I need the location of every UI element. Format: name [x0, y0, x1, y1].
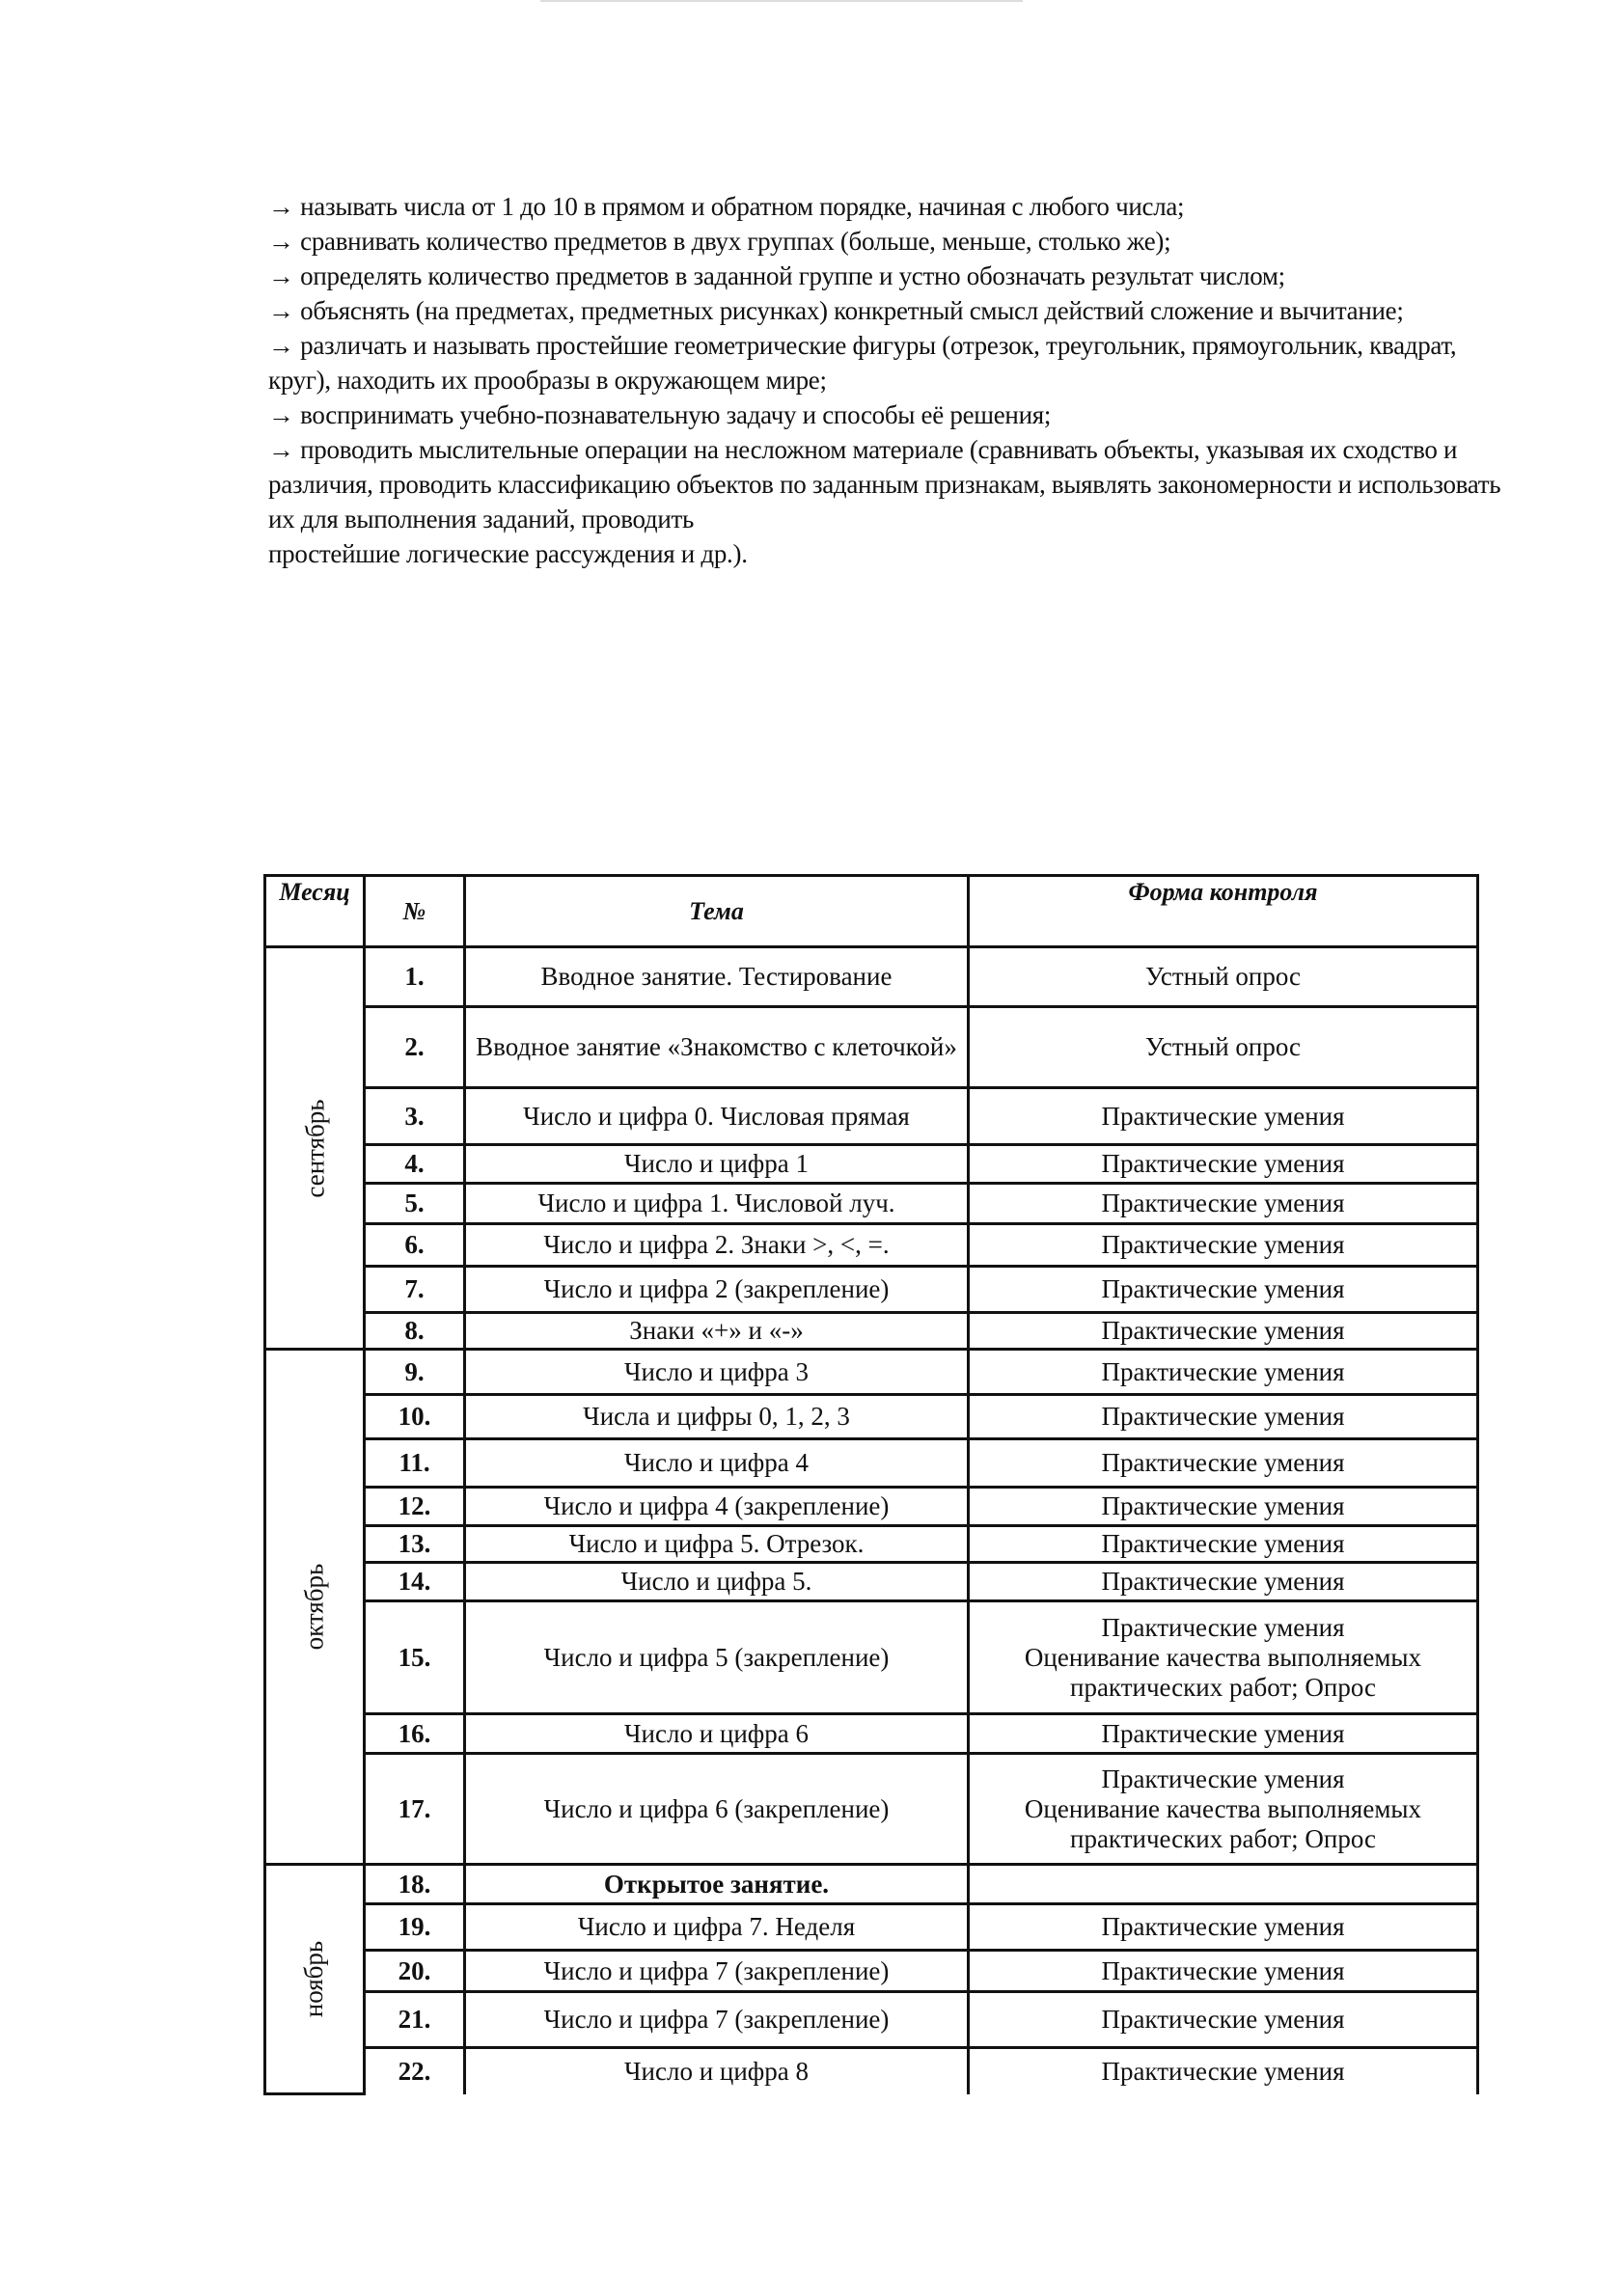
lesson-topic: Открытое занятие. [465, 1865, 969, 1904]
control-form [969, 1714, 1478, 1754]
control-form [969, 1951, 1478, 1992]
lesson-topic: Вводное занятие «Знакомство с клеточкой» [465, 1007, 969, 1088]
header-topic: Тема [465, 876, 969, 947]
lesson-number: 5. [365, 1184, 465, 1224]
table-row [265, 1754, 1478, 1865]
month-cell [265, 1350, 365, 1865]
control-form [969, 1350, 1478, 1395]
table-row [265, 1267, 1478, 1313]
outcome-item: простейшие логические рассуждения и др.). [268, 539, 748, 568]
control-form-line: Практические умения [1101, 1718, 1345, 1748]
control-form-line: Практические умения [1101, 1402, 1345, 1431]
lesson-number: 19. [365, 1904, 465, 1951]
outcome-item: → называть числа от 1 до 10 в прямом и обратном порядке, начиная с любого числа; [268, 192, 1185, 221]
table-row [265, 1563, 1478, 1601]
lesson-topic: Число и цифра 6 (закрепление) [465, 1754, 969, 1865]
control-form [969, 1904, 1478, 1951]
lesson-number: 22. [365, 2048, 465, 2094]
control-form-line: практических работ; Опрос [1070, 1823, 1376, 1853]
month-cell [265, 947, 365, 1350]
lesson-number: 16. [365, 1714, 465, 1754]
control-form-line: Практические умения [1101, 2005, 1345, 2034]
outcome-item: → определять количество предметов в заданной группе и устно обозначать результат числом; [268, 261, 1285, 290]
lesson-topic: Число и цифра 5 (закрепление) [465, 1601, 969, 1714]
lesson-number: 12. [365, 1488, 465, 1526]
month-label: октябрь [299, 1563, 329, 1651]
lesson-number: 20. [365, 1951, 465, 1992]
control-form [969, 947, 1478, 1007]
lesson-topic: Число и цифра 3 [465, 1350, 969, 1395]
table-row [265, 947, 1478, 1007]
control-form-line: Практические умения [1101, 1230, 1345, 1259]
lesson-number: 8. [365, 1313, 465, 1350]
lesson-plan-table [263, 874, 1479, 2095]
lesson-number: 4. [365, 1145, 465, 1184]
control-form-line: Практические умения [1101, 1529, 1345, 1558]
table-row [265, 1992, 1478, 2048]
table-row [265, 1865, 1478, 1904]
table-row [265, 2048, 1478, 2094]
outcome-item: → сравнивать количество предметов в двух группах (больше, меньше, столько же); [268, 227, 1171, 256]
lesson-topic: Число и цифра 7 (закрепление) [465, 1992, 969, 2048]
table-row [265, 1224, 1478, 1267]
table-row [265, 1601, 1478, 1714]
lesson-number: 1. [365, 947, 465, 1007]
table-row [265, 1007, 1478, 1088]
outcome-item: → воспринимать учебно-познавательную задачу и способы её решения; [268, 400, 1052, 429]
lesson-number: 6. [365, 1224, 465, 1267]
table-row [265, 1088, 1478, 1145]
table-row [265, 1350, 1478, 1395]
control-form-line: Практические умения [1101, 1316, 1345, 1345]
header-number: № [365, 876, 465, 947]
lesson-topic: Число и цифра 1. Числовой луч. [465, 1184, 969, 1224]
control-form-line: Практические умения [1101, 1274, 1345, 1303]
table-row [265, 1184, 1478, 1224]
lesson-topic: Число и цифра 5. Отрезок. [465, 1526, 969, 1563]
control-form [969, 1184, 1478, 1224]
table-header-row [265, 876, 1478, 947]
lesson-number: 10. [365, 1395, 465, 1439]
header-month: Месяц [265, 876, 365, 947]
lesson-topic: Число и цифра 6 [465, 1714, 969, 1754]
control-form [969, 1488, 1478, 1526]
lesson-number: 7. [365, 1267, 465, 1313]
control-form [969, 1439, 1478, 1488]
control-form [969, 1088, 1478, 1145]
control-form-line: Практические умения [1101, 1448, 1345, 1477]
month-label: ноябрь [299, 1940, 329, 2018]
lesson-number: 2. [365, 1007, 465, 1088]
table-row [265, 1951, 1478, 1992]
month-cell [265, 1865, 365, 2094]
lesson-topic: Число и цифра 8 [465, 2048, 969, 2094]
lesson-topic: Число и цифра 2 (закрепление) [465, 1267, 969, 1313]
header-control-form: Форма контроля [969, 876, 1478, 947]
control-form-line: Устный опрос [1144, 962, 1302, 991]
control-form [969, 1563, 1478, 1601]
table-row [265, 1145, 1478, 1184]
control-form [969, 1865, 1478, 1904]
lesson-number: 14. [365, 1563, 465, 1601]
lesson-topic: Число и цифра 4 (закрепление) [465, 1488, 969, 1526]
lesson-number: 21. [365, 1992, 465, 2048]
table-row [265, 1488, 1478, 1526]
lesson-number: 17. [365, 1754, 465, 1865]
table-row [265, 1395, 1478, 1439]
learning-outcomes-list [268, 189, 1503, 571]
lesson-topic: Знаки «+» и «-» [465, 1313, 969, 1350]
control-form-line: Практические умения [1101, 1955, 1345, 1985]
outcome-item: → различать и называть простейшие геометрические фигуры (отрезок, треугольник, прямоугольник, квадрат, круг), находить их прообразы в окружающем мире; [268, 331, 1457, 395]
control-form [969, 1395, 1478, 1439]
control-form [969, 1267, 1478, 1313]
lesson-number: 13. [365, 1526, 465, 1563]
control-form-line: Практические умения [1101, 1149, 1345, 1178]
table-row [265, 1904, 1478, 1951]
control-form-line: Практические умения [1101, 1912, 1345, 1941]
lesson-number: 9. [365, 1350, 465, 1395]
lesson-topic: Число и цифра 1 [465, 1145, 969, 1184]
control-form-line: Практические умения [1101, 1189, 1345, 1217]
scan-edge-mark [540, 0, 1023, 2]
control-form [969, 1526, 1478, 1563]
lesson-topic: Число и цифра 2. Знаки >, <, =. [465, 1224, 969, 1267]
lesson-number: 18. [365, 1865, 465, 1904]
outcome-item: → объяснять (на предметах, предметных рисунках) конкретный смысл действий сложение и вычитание; [268, 296, 1404, 325]
control-form-line: Практические умения [1101, 1567, 1345, 1596]
lesson-topic: Число и цифра 7. Неделя [465, 1904, 969, 1951]
control-form-line: Оценивание качества выполняемых [1024, 1642, 1422, 1672]
control-form-line: практических работ; Опрос [1070, 1672, 1376, 1702]
control-form [969, 1992, 1478, 2048]
table-row [265, 1313, 1478, 1350]
lesson-number: 11. [365, 1439, 465, 1488]
control-form [969, 1145, 1478, 1184]
lesson-number: 15. [365, 1601, 465, 1714]
table-row [265, 1714, 1478, 1754]
control-form-line: Практические умения [1101, 2056, 1345, 2086]
control-form [969, 1313, 1478, 1350]
control-form [969, 1007, 1478, 1088]
control-form-line: Оценивание качества выполняемых [1024, 1793, 1422, 1823]
lesson-topic: Число и цифра 4 [465, 1439, 969, 1488]
control-form-line: Практические умения [1101, 1763, 1345, 1793]
table-row [265, 1526, 1478, 1563]
lesson-topic: Число и цифра 0. Числовая прямая [465, 1088, 969, 1145]
lesson-number: 3. [365, 1088, 465, 1145]
lesson-topic: Число и цифра 5. [465, 1563, 969, 1601]
control-form-line: Практические умения [1101, 1101, 1345, 1131]
control-form-line: Практические умения [1101, 1491, 1345, 1520]
control-form [969, 1754, 1478, 1865]
lesson-topic: Число и цифра 7 (закрепление) [465, 1951, 969, 1992]
lesson-topic: Числа и цифры 0, 1, 2, 3 [465, 1395, 969, 1439]
month-label: сентябрь [300, 1098, 330, 1198]
control-form [969, 1224, 1478, 1267]
lesson-topic: Вводное занятие. Тестирование [465, 947, 969, 1007]
control-form-line: Практические умения [1101, 1356, 1345, 1386]
control-form-line: Практические умения [1101, 1612, 1345, 1642]
outcome-item: → проводить мыслительные операции на несложном материале (сравнивать объекты, указывая их сходство и различия, проводить классификацию объектов по заданным признакам, выявлять закономерности и использовать их для выполнения заданий, проводить [268, 435, 1501, 533]
control-form-line: Устный опрос [1144, 1032, 1302, 1061]
control-form [969, 2048, 1478, 2094]
table-row [265, 1439, 1478, 1488]
control-form [969, 1601, 1478, 1714]
